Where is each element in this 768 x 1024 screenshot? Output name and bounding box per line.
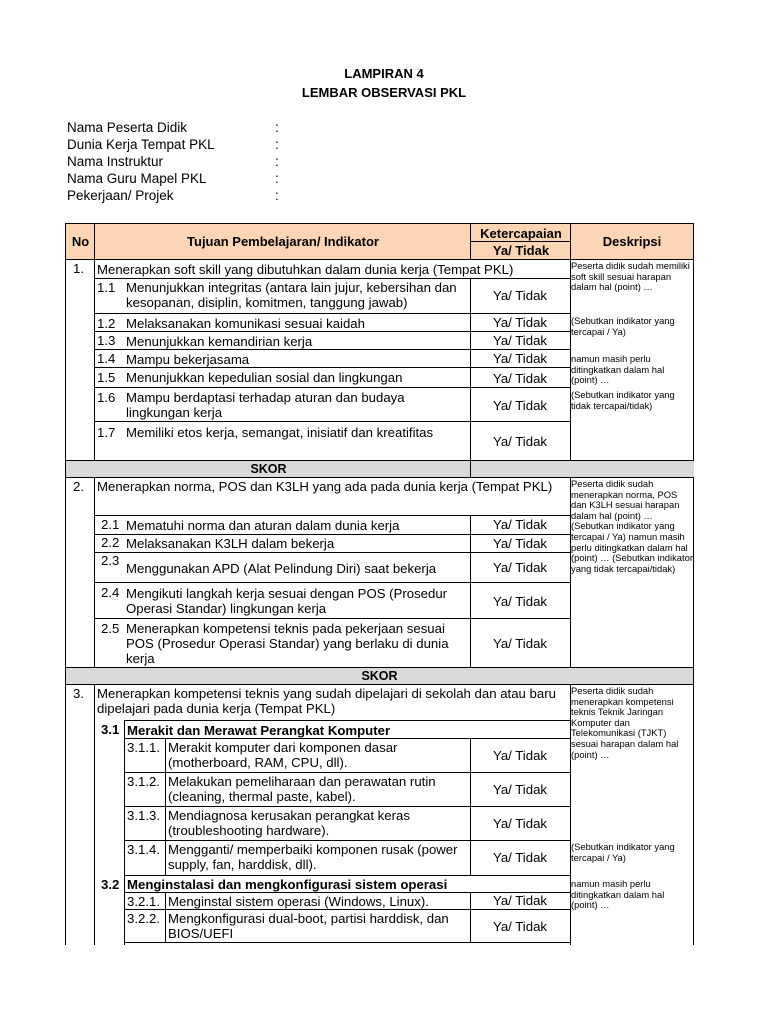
grid-line [124,720,125,876]
item-text: Memiliki etos kerja, semangat, inisiatif dan kreatifitas [126,425,434,440]
item-text: Merakit komputer dari komponen dasar (motherboard, RAM, CPU, dll). [168,740,398,770]
section3-desc-part1: Peserta didik sudah menerapkan kompetensi teknis Teknik Jaringan Komputer dan Telekomunikasi (TJKT) sesuai harapan dalam hal (point) … [571,685,679,760]
section2-title: Menerapkan norma, POS dan K3LH yang ada pada dunia kerja (Tempat PKL) [97,479,553,494]
grid-line [124,772,571,773]
item-ya-tidak[interactable]: Ya/ Tidak [493,560,547,575]
item-ya-tidak[interactable]: Ya/ Tidak [493,517,547,532]
item-ya-tidak[interactable]: Ya/ Tidak [493,850,547,865]
grid-line [94,477,95,667]
grid-line [124,909,571,910]
info-label: Nama Guru Mapel PKL [67,171,207,186]
info-colon: : [275,171,279,186]
item-ya-tidak[interactable]: Ya/ Tidak [493,782,547,797]
skor-value-1 [470,460,694,478]
item-ya-tidak[interactable]: Ya/ Tidak [493,315,547,330]
item-text: Menggunakan APD (Alat Pelindung Diri) saat bekerja [126,561,437,576]
section3-title: Menerapkan kompetensi teknis yang sudah dipelajari di sekolah dan atau baru dipelajari pada dunia kerja (Tempat PKL) [97,686,556,716]
item-number: 1.4 [97,351,116,366]
item-ya-tidak[interactable]: Ya/ Tidak [493,398,547,413]
item-ya-tidak[interactable]: Ya/ Tidak [493,536,547,551]
section2-desc: Peserta didik sudah menerapkan norma, POS dan K3LH sesuai harapan dalam hal (point) … (Sebutkan indikator yang tercapai / Ya) namun masih perlu ditingkatkan dalam hal (point) … (Sebutkan indikator yang tidak tercapai/tidak) [571,478,693,574]
item-ya-tidak[interactable]: Ya/ Tidak [493,816,547,831]
grid-line [94,259,95,460]
info-label: Nama Instruktur [67,154,164,169]
table-left-border [65,259,66,945]
grid-line [94,278,571,279]
item-text: Mampu bekerjasama [126,352,250,367]
item-ya-tidak[interactable]: Ya/ Tidak [493,919,547,934]
item-number: 1.2 [97,316,116,331]
info-label: Dunia Kerja Tempat PKL [67,137,215,152]
item-ya-tidak[interactable]: Ya/ Tidak [493,434,547,449]
item-text: Menunjukkan kepedulian sosial dan lingkungan [126,370,403,385]
item-text: Melakukan pemeliharaan dan perawatan rutin (cleaning, thermal paste, kabel). [168,774,436,804]
grid-line [94,618,571,619]
section1-desc-part1: Peserta didik sudah memiliki soft skill sesuai harapan dalam hal (point) … [571,260,690,293]
item-number: 3.1.3. [127,808,160,823]
grid-line [124,806,571,807]
section1-desc-part3: namun masih perlu ditingkatkan dalam hal (point) … [571,353,665,386]
item-ya-tidak[interactable]: Ya/ Tidak [493,288,547,303]
item-text: Mematuhi norma dan aturan dalam dunia kerja [126,518,400,533]
item-number: 1.3 [97,333,116,348]
grid-line [94,684,95,945]
item-number: 3.2.1. [127,894,160,909]
grid-line [470,278,471,460]
item-ya-tidak[interactable]: Ya/ Tidak [493,893,547,908]
grid-line [124,875,125,945]
grid-line [94,331,571,332]
subsection-number: 3.1 [101,722,120,737]
section3-number: 3. [73,686,84,701]
grid-line [124,738,571,739]
grid-line [94,421,571,422]
info-label: Nama Peserta Didik [67,120,188,135]
info-colon: : [275,137,279,152]
section3-desc-part3: namun masih perlu ditingkatkan dalam hal (point) … [571,878,665,911]
item-number: 2.3 [101,553,120,568]
item-text: Mengikuti langkah kerja sesuai dengan POS (Prosedur Operasi Standar) lingkungan kerja [126,586,448,616]
item-text: Menunjukkan kemandirian kerja [126,334,313,349]
item-number: 3.1.4. [127,842,160,857]
header-ketercapaian: Ketercapaian [470,223,571,242]
section1-desc-part2: (Sebutkan indikator yang tercapai / Ya) [571,315,675,337]
subsection-title: Merakit dan Merawat Perangkat Komputer [127,723,391,738]
subsection-title: Menginstalasi dan mengkonfigurasi sistem operasi [127,877,448,892]
grid-line [124,875,571,876]
skor-row-1: SKOR [65,460,471,478]
info-colon: : [275,188,279,203]
item-number: 1.5 [97,370,116,385]
item-number: 2.5 [101,621,120,636]
item-ya-tidak[interactable]: Ya/ Tidak [493,371,547,386]
grid-line [94,534,571,535]
grid-line [124,720,571,721]
item-number: 3.1.2. [127,774,160,789]
grid-line [124,942,571,943]
section1-title: Menerapkan soft skill yang dibutuhkan dalam dunia kerja (Tempat PKL) [97,262,514,277]
grid-line [94,582,571,583]
item-ya-tidak[interactable]: Ya/ Tidak [493,594,547,609]
item-text: Mampu berdaptasi terhadap aturan dan budaya lingkungan kerja [126,390,405,420]
header-tujuan: Tujuan Pembelajaran/ Indikator [94,223,471,260]
item-text: Mendiagnosa kerusakan perangkat keras (troubleshooting hardware). [168,808,410,838]
header-no: No [65,223,95,260]
item-text: Menerapkan kompetensi teknis pada pekerjaan sesuai POS (Prosedur Operasi Standar) yang berlaku di dunia kerja [126,621,449,666]
header-deskripsi: Deskripsi [570,223,694,260]
item-number: 2.2 [101,535,120,550]
skor-row-2: SKOR [65,667,694,685]
item-text: Menunjukkan integritas (antara lain jujur, kebersihan dan kesopanan, disiplin, komitmen, tanggung jawab) [126,280,457,310]
grid-line [165,738,166,876]
info-label: Pekerjaan/ Projek [67,188,174,203]
grid-line [165,892,166,942]
header-ya-tidak: Ya/ Tidak [470,241,571,260]
grid-line [94,367,571,368]
item-ya-tidak[interactable]: Ya/ Tidak [493,748,547,763]
page-subtitle: LEMBAR OBSERVASI PKL [301,85,467,100]
section1-number: 1. [73,261,84,276]
item-ya-tidak[interactable]: Ya/ Tidak [493,636,547,651]
section3-desc-part2: (Sebutkan indikator yang tercapai / Ya) [571,841,675,863]
item-text: Mengganti/ memperbaiki komponen rusak (power supply, fan, harddisk, dll). [168,842,458,872]
grid-line [94,313,571,314]
item-number: 3.2.2. [127,911,160,926]
item-number: 2.1 [101,517,120,532]
item-text: Melaksanakan K3LH dalam bekerja [126,536,335,551]
subsection-number: 3.2 [101,877,120,892]
grid-line [94,349,571,350]
info-colon: : [275,120,279,135]
grid-line [94,515,571,516]
item-number: 1.6 [97,390,116,405]
item-number: 1.7 [97,425,116,440]
item-ya-tidak[interactable]: Ya/ Tidak [493,351,547,366]
page-title: LAMPIRAN 4 [344,66,424,81]
item-text: Menginstal sistem operasi (Windows, Linux). [168,894,429,909]
item-text: Mengkonfigurasi dual-boot, partisi harddisk, dan BIOS/UEFI [168,911,449,941]
grid-line [124,840,571,841]
info-colon: : [275,154,279,169]
section1-desc-part4: (Sebutkan indikator yang tidak tercapai/tidak) [571,389,675,411]
grid-line [94,387,571,388]
table-right-border [693,259,694,945]
item-number: 3.1.1. [127,740,160,755]
section2-number: 2. [73,479,84,494]
item-text: Melaksanakan komunikasi sesuai kaidah [126,316,365,331]
item-number: 1.1 [97,280,116,295]
grid-line [94,552,571,553]
item-number: 2.4 [101,585,120,600]
item-ya-tidak[interactable]: Ya/ Tidak [493,333,547,348]
